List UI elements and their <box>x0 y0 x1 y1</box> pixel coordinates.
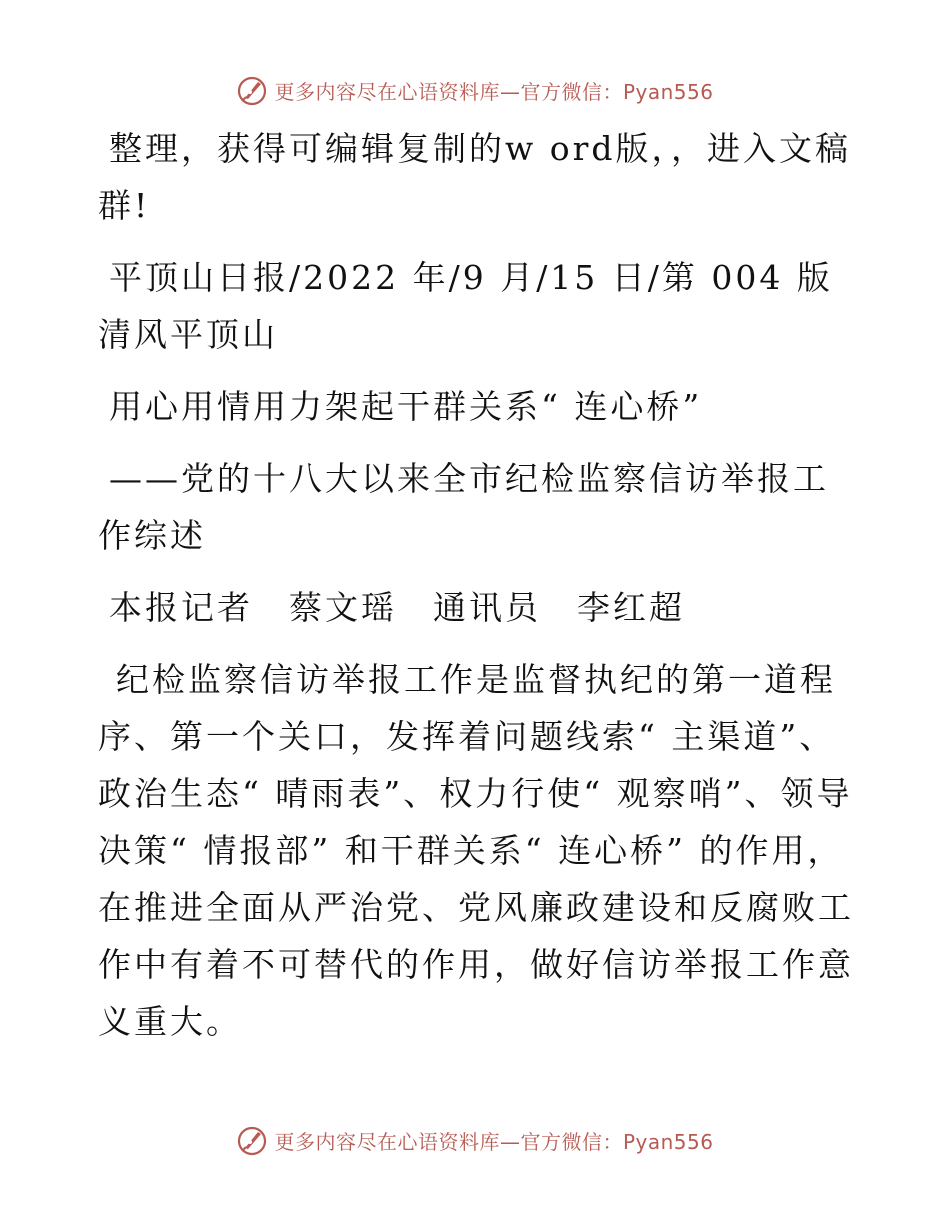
watermark-text: 更多内容尽在心语资料库—官方微信：Pyan556 <box>274 79 714 104</box>
header-watermark-banner <box>0 70 950 110</box>
source-line: 平顶山日报/2022 年/9 月/15 日/第 004 版清风平顶山 <box>98 258 833 354</box>
byline: 本报记者 蔡文瑶 通讯员 李红超 <box>109 588 685 627</box>
quill-pen-circle-icon <box>236 1124 268 1156</box>
watermark-text: 更多内容尽在心语资料库—官方微信：Pyan556 <box>274 1129 714 1154</box>
intro-note: 整理，获得可编辑复制的w ord版，，进入文稿群! <box>98 129 852 225</box>
body-paragraph: 纪检监察信访举报工作是监督执纪的第一道程序、第一个关口，发挥着问题线索“ 主渠道”、政治生态“ 晴雨表”、权力行使“ 观察哨”、领导决策“ 情报部” 和干群关系“ 连心桥” 的作用，在推进全面从严治党、党风廉政建设和反腐败工作中有着不可替代的作用，做好信访举报工作意义重大。 <box>98 660 854 1041</box>
article-title: 用心用情用力架起干群关系“ 连心桥” <box>109 387 703 426</box>
document-body <box>98 120 858 1065</box>
footer-watermark-banner <box>0 1120 950 1160</box>
quill-pen-circle-icon <box>236 74 268 106</box>
article-subtitle: ——党的十八大以来全市纪检监察信访举报工作综述 <box>98 459 829 555</box>
